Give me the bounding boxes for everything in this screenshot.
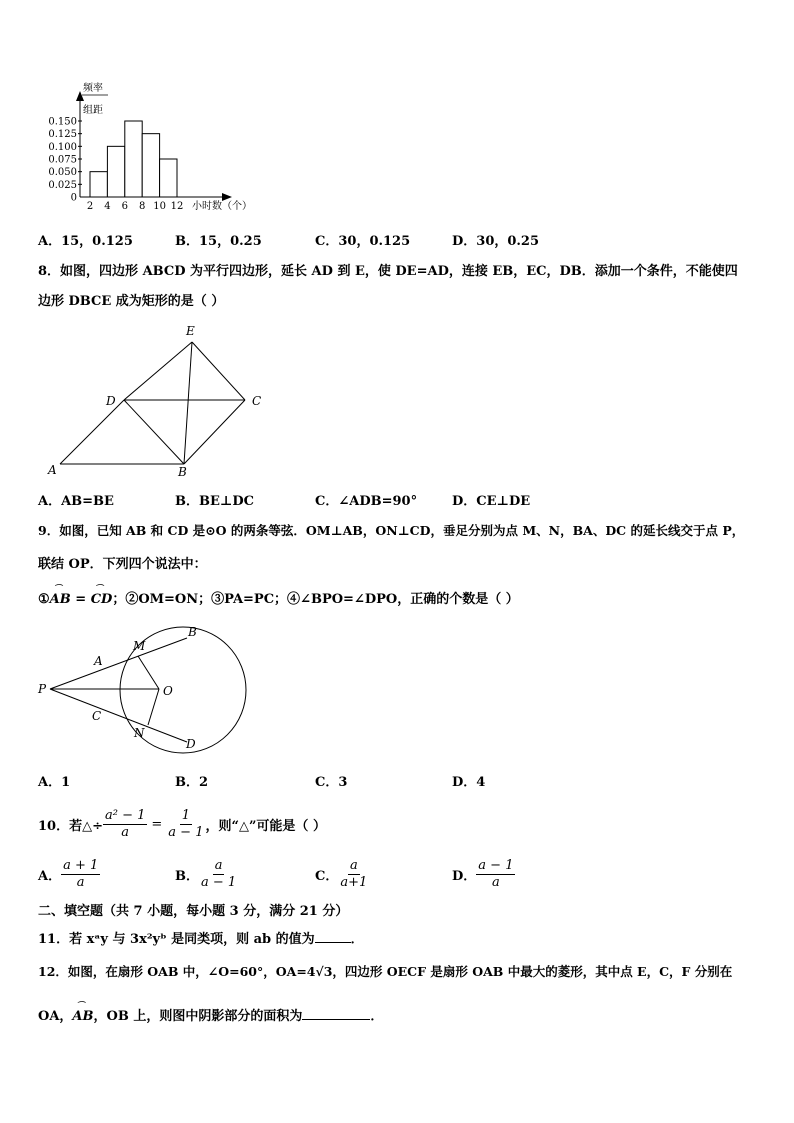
q8-option-d[interactable]: D．CE⊥DE	[452, 494, 531, 509]
q9-label-P: P	[38, 682, 47, 696]
q10-option-c[interactable]: C． $\frac{a}{a+1}$	[315, 858, 368, 890]
q10-option-b[interactable]: B． $\frac{a}{a - 1}$	[175, 858, 237, 890]
histogram-bar	[107, 146, 124, 197]
q9-label-B: B	[188, 625, 197, 639]
q9-figure	[30, 620, 250, 755]
y-tick-label: 0	[70, 192, 77, 204]
q9-label-N: N	[134, 726, 145, 740]
q8-label-B: B	[178, 465, 187, 479]
q8-label-C: C	[252, 394, 262, 408]
q9-label-C: C	[92, 709, 102, 723]
q10-eq: =	[151, 817, 163, 832]
histogram-bar	[125, 121, 142, 197]
q10-stem	[38, 808, 326, 841]
q9-label-O: O	[163, 684, 173, 698]
q11-answer-blank[interactable]	[315, 942, 351, 943]
x-tick-label: 4	[104, 201, 111, 212]
y-tick-label: 0.125	[48, 129, 77, 141]
q8-option-c[interactable]: C．∠ADB=90°	[315, 494, 418, 509]
q9-stem-line1: 9．如图，已知 AB 和 CD 是⊙O 的两条等弦．OM⊥AB，ON⊥CD，垂足分别为点 M、N，BA、DC 的延长线交于点 P，	[38, 523, 745, 538]
y-tick-label: 0.100	[48, 141, 77, 153]
q9-option-d[interactable]: D．4	[452, 775, 486, 790]
q7-option-b[interactable]: B．15，0.25	[175, 234, 262, 249]
x-tick-label: 10	[153, 201, 166, 212]
y-tick-label: 0.075	[48, 154, 77, 166]
q8-option-a[interactable]: A．AB=BE	[38, 494, 114, 509]
y-tick-label: 0.025	[48, 179, 77, 191]
q7-option-a[interactable]: A．15，0.125	[38, 234, 133, 249]
histogram-bar	[90, 172, 107, 197]
x-tick-label: 2	[86, 201, 94, 212]
q12-stem-line2: OA， ⌒ AB，OB 上，则图中阴影部分的面积为 ．	[38, 1000, 384, 1024]
q10-prefix: 10．若△÷	[38, 819, 103, 834]
q8-label-A: A	[48, 463, 57, 477]
q8-stem-line2: 边形 DBCE 成为矩形的是（ ）	[38, 294, 225, 309]
q7-option-d[interactable]: D．30，0.25	[452, 234, 540, 249]
q9-circle-one: ①	[38, 592, 50, 607]
q9-arc-cd: ⌒ CD	[90, 583, 113, 607]
x-tick-label: 8	[139, 201, 146, 212]
q9-arc-ab: ⌒ AB	[49, 583, 71, 607]
q10-option-d[interactable]: D． $\frac{a - 1}{a}$	[452, 858, 514, 890]
q9-label-D: D	[186, 737, 196, 751]
xlabel: 小时数（个）	[192, 201, 252, 212]
ylabel-bottom: 组距	[83, 105, 103, 116]
q10-option-a[interactable]: A． $\frac{a + 1}{a}$	[38, 858, 99, 890]
q12-stem-line1: 12．如图，在扇形 OAB 中，∠O=60°，OA=4√3，四边形 OECF 是扇形 OAB 中最大的菱形，其中点 E，C，F 分别在	[38, 964, 733, 979]
q9-label-A: A	[94, 654, 103, 668]
q7-option-c[interactable]: C．30，0.125	[315, 234, 411, 249]
histogram-bar	[142, 134, 159, 197]
q9-stem-line2: 联结 OP．下列四个说法中：	[38, 557, 207, 572]
q12-answer-blank[interactable]	[302, 1019, 370, 1020]
histogram-bar	[160, 159, 177, 197]
q9-statements	[38, 583, 519, 607]
x-axis-arrow	[222, 193, 232, 201]
q9-option-a[interactable]: A．1	[38, 775, 71, 790]
q12-arc-ab: ⌒ AB	[72, 1000, 94, 1024]
q9-statements-rest: ；②OM=ON；③PA=PC；④∠BPO=∠DPO，正确的个数是（ ）	[112, 592, 519, 607]
y-tick-label: 0.150	[48, 116, 77, 128]
q10-suffix: ，则“△”可能是（ ）	[205, 819, 326, 834]
q10-lhs-fraction: $\frac{\text{a² − 1}}{a}$	[104, 808, 146, 840]
q8-label-D: D	[106, 394, 116, 408]
q8-option-b[interactable]: B．BE⊥DC	[175, 494, 254, 509]
q9-label-M: M	[133, 639, 146, 653]
q9-arc-eq: =	[70, 592, 91, 607]
q8-stem-line1: 8．如图，四边形 ABCD 为平行四边形，延长 AD 到 E，使 DE=AD，连接 EB，EC，DB．添加一个条件，不能使四	[38, 264, 738, 279]
q8-label-E: E	[186, 324, 195, 338]
q9-option-b[interactable]: B．2	[175, 775, 209, 790]
q11-stem: 11．若 xᵃy 与 3x²yᵇ 是同类项，则 ab 的值为 ．	[38, 932, 364, 947]
q10-rhs-fraction: $\frac{1}{a - 1}$	[168, 808, 204, 840]
q9-option-c[interactable]: C．3	[315, 775, 348, 790]
x-tick-label: 12	[170, 201, 184, 212]
y-tick-label: 0.050	[48, 167, 77, 179]
section2-heading: 二、填空题（共 7 小题，每小题 3 分，满分 21 分）	[38, 904, 349, 919]
q8-figure	[40, 320, 280, 482]
histogram-chart	[40, 75, 270, 215]
x-tick-label: 6	[121, 201, 128, 212]
ylabel-top: 频率	[83, 83, 103, 94]
